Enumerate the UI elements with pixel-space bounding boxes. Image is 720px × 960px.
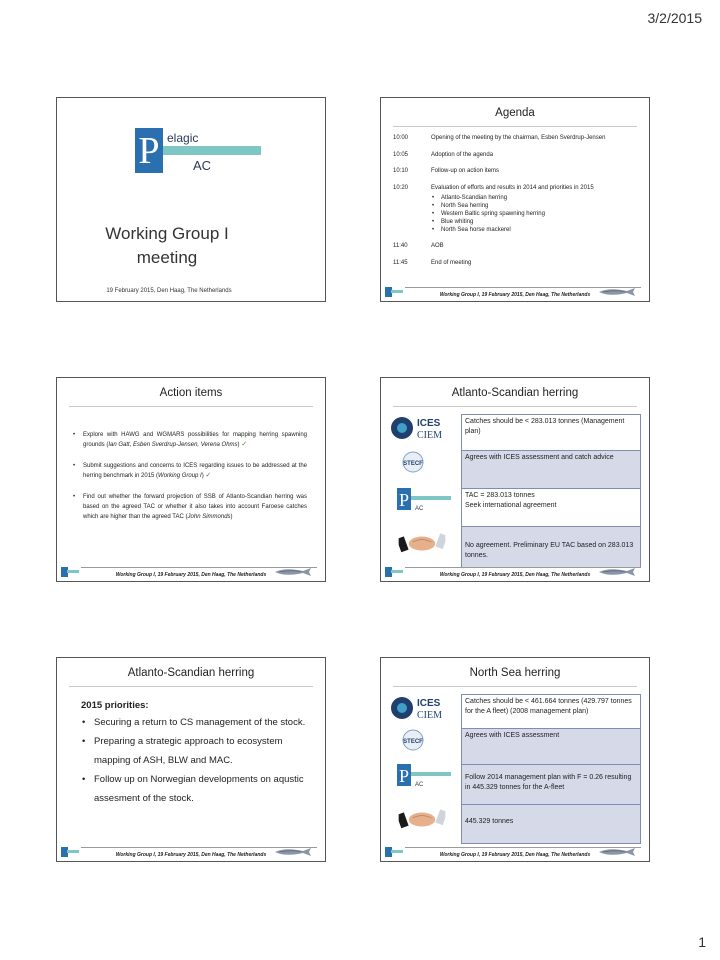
agenda-desc-text: Evaluation of efforts and results in 2014 and priorities in 2015: [431, 184, 594, 191]
agenda-desc: End of meeting: [431, 259, 472, 266]
agenda-sub-item: • North Sea herring: [431, 202, 643, 210]
ices-ciem-logo: [389, 694, 455, 722]
slide-ash-priorities: [56, 657, 326, 862]
priority-item: • Follow up on Norwegian developments on aqustic assesment of the stock.: [81, 770, 311, 808]
slide-action-items: [56, 377, 326, 582]
agenda-row: [393, 151, 643, 160]
outcome-cell: 445.329 tonnes: [462, 805, 640, 843]
agenda-row: [393, 184, 643, 235]
pelagic-ac-logo: [135, 118, 265, 178]
handshake-icon: [389, 804, 455, 832]
agenda-sub-item: • Atlanto-Scandian herring: [431, 194, 643, 202]
ash-title: Atlanto-Scandian herring: [451, 387, 579, 399]
priority-item: • Preparing a strategic approach to ecosystem mapping of ASH, BLW and MAC.: [81, 732, 311, 770]
svg-text:AC: AC: [193, 158, 212, 173]
priority-item: • Securing a return to CS management of the stock.: [81, 713, 311, 732]
action-text: Submit suggestions and concerns to ICES regarding issues to be addressed at the herring benchmark in 2015 (: [83, 463, 307, 479]
action-text: Explore with HAWG and WGMARS possibilities for mapping herring spawning grounds (: [83, 432, 307, 448]
agenda-time: 10:05: [393, 151, 409, 158]
stecf-advice-cell: Agrees with ICES assessment and catch advice: [462, 451, 640, 489]
nsh-table: [461, 694, 641, 844]
footer-text: Working Group I, 19 February 2015, Den Haag, The Netherlands: [439, 572, 591, 578]
priorities-list: [81, 713, 311, 808]
svg-text:P: P: [398, 490, 410, 510]
agenda-row: [393, 259, 643, 268]
action-owner: John Simmonds: [187, 514, 231, 520]
action-items-title: Action items: [159, 387, 223, 399]
agenda-time: 11:45: [393, 259, 408, 266]
agenda-desc: AOB: [431, 243, 444, 249]
title-divider: [393, 686, 637, 687]
svg-text:STECF: STECF: [403, 461, 423, 467]
page-date: 3/2/2015: [647, 10, 702, 26]
action-item: [71, 430, 307, 450]
svg-text:elagic: elagic: [167, 131, 199, 145]
nsh-title: North Sea herring: [469, 667, 561, 679]
action-owner: Ian Gatt, Esben Sverdrup-Jensen, Verena Ohms: [108, 442, 238, 448]
svg-text:STECF: STECF: [403, 739, 423, 745]
mackerel-icon: [597, 567, 643, 577]
action-text-end: ): [230, 514, 233, 520]
check-icon: ✓: [241, 441, 248, 448]
agenda-time: 10:20: [393, 184, 409, 191]
title-divider: [393, 406, 637, 407]
agenda-time: 11:40: [393, 243, 408, 249]
mackerel-icon: [273, 847, 319, 857]
ices-advice-cell: Catches should be < 283.013 tonnes (Management plan): [462, 415, 640, 451]
agenda-desc: Opening of the meeting by the chairman, Esben Sverdrup-Jensen: [431, 135, 606, 141]
action-text: Find out whether the forward projection of SSB of Atlanto-Scandian herring was based on the agreed TAC or whether it also takes into account Faroese catches which are higher than the agreed TAC (: [83, 494, 307, 520]
agenda-time: 10:00: [393, 135, 409, 141]
slide-subtitle: 19 February 2015, Den Haag, The Netherlands: [106, 288, 232, 294]
priorities-block: [81, 700, 311, 808]
agenda-title: Agenda: [495, 107, 535, 119]
footer-text: Working Group I, 19 February 2015, Den Haag, The Netherlands: [439, 292, 591, 298]
agenda-row: [393, 242, 643, 251]
svg-text:CIEM: CIEM: [417, 430, 442, 441]
handshake-icon: [389, 528, 455, 556]
check-icon: ✓: [205, 472, 212, 479]
svg-text:CIEM: CIEM: [417, 710, 442, 721]
action-text-end: ): [237, 442, 242, 448]
title-divider: [69, 686, 313, 687]
agenda-sub-item: • North Sea horse mackerel: [431, 226, 643, 234]
agenda-sub-list: [431, 194, 643, 234]
svg-text:ICES: ICES: [417, 698, 441, 709]
mackerel-icon: [597, 287, 643, 297]
pelagic-ac-advice-cell: Follow 2014 management plan with F = 0.26 resulting in 445.329 tonnes for the A-fleet: [462, 765, 640, 805]
slide-footer: [381, 285, 649, 301]
ices-ciem-logo: [389, 414, 455, 442]
ash-priorities-title: Atlanto-Scandian herring: [127, 667, 255, 679]
stecf-advice-cell: Agrees with ICES assessment: [462, 729, 640, 765]
ices-advice-cell: Catches should be < 461.664 tonnes (429.797 tonnes for the A fleet) (2008 management plan): [462, 695, 640, 729]
priorities-heading: 2015 priorities:: [81, 700, 149, 711]
action-text-end: ): [201, 473, 206, 479]
svg-text:P: P: [398, 766, 410, 786]
agenda-desc: Follow-up on action items: [431, 168, 500, 174]
pelagic-ac-advice-cell: TAC = 283.013 tonnes Seek international agreement: [462, 489, 640, 527]
footer-text: Working Group I, 19 February 2015, Den Haag, The Netherlands: [115, 572, 267, 578]
action-item: [71, 461, 307, 481]
svg-text:AC: AC: [415, 782, 424, 788]
slide-footer: [57, 565, 325, 581]
action-item: [71, 492, 307, 522]
agenda-row: [393, 167, 643, 176]
ash-table: [461, 414, 641, 568]
agenda-row: [393, 134, 643, 143]
stecf-logo: [389, 728, 455, 752]
agenda-list: [393, 134, 643, 275]
mackerel-icon: [597, 847, 643, 857]
slide-ash-table: [380, 377, 650, 582]
slide-title-card: [56, 97, 326, 302]
footer-text: Working Group I, 19 February 2015, Den Haag, The Netherlands: [115, 852, 267, 858]
slide-nsh-table: [380, 657, 650, 862]
action-owner: Working Group I: [158, 473, 202, 479]
page-number: 1: [698, 934, 706, 950]
action-list: [71, 430, 307, 533]
mackerel-icon: [273, 567, 319, 577]
slide-footer: [381, 565, 649, 581]
agenda-time: 10:10: [393, 168, 409, 174]
agenda-sub-item: • Western Baltic spring spawning herring: [431, 210, 643, 218]
agenda-sub-item: • Blue whiting: [431, 218, 643, 226]
agenda-desc: [431, 184, 643, 235]
title-divider: [393, 126, 637, 127]
footer-text: Working Group I, 19 February 2015, Den Haag, The Netherlands: [439, 852, 591, 858]
slide-footer: [381, 845, 649, 861]
svg-text:P: P: [138, 130, 160, 172]
slide-main-title: Working Group I meeting: [105, 224, 229, 267]
outcome-cell: No agreement. Preliminary EU TAC based on 283.013 tonnes.: [462, 527, 640, 567]
pelagic-ac-logo: [389, 486, 455, 512]
stecf-logo: [389, 450, 455, 474]
pelagic-ac-logo: [389, 762, 455, 788]
title-divider: [69, 406, 313, 407]
svg-text:ICES: ICES: [417, 418, 441, 429]
slide-footer: [57, 845, 325, 861]
agenda-desc: Adoption of the agenda: [431, 151, 494, 158]
slide-agenda: [380, 97, 650, 302]
svg-text:AC: AC: [415, 506, 424, 512]
